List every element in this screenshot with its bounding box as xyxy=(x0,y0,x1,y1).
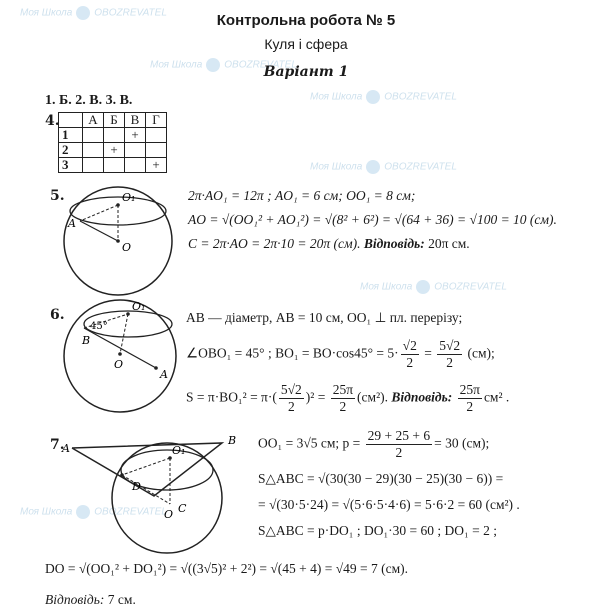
fraction xyxy=(331,382,355,415)
task-4-number: 4. xyxy=(45,113,60,129)
task6-line-1: AB — діаметр, AB = 10 см, OO₁ ⊥ пл. перерізу; xyxy=(186,310,463,325)
formula: ∠OBO₁ = 45° ; BO₁ = BO·cos45° = 5· xyxy=(186,345,399,361)
label-o: O xyxy=(122,241,132,254)
task6-line-2: ∠OBO₁ = 45° ; BO₁ = BO·cos45° = 5· $\frac{√2}{2}$ = $\frac{5√2}{2}$ (см); xyxy=(186,338,495,370)
numerator: 25π xyxy=(459,382,480,397)
task7-line-4: S△ABC = p·DO₁ ; DO₁·30 = 60 ; DO₁ = 2 ; xyxy=(258,523,497,538)
task5-line-1: 2π·AO₁ = 12π ; AO₁ = 6 см; OO₁ = 8 см; xyxy=(188,188,416,203)
table-header-cell: Б xyxy=(104,113,125,128)
denominator: 2 xyxy=(406,355,414,370)
numerator: 5√2 xyxy=(280,382,302,397)
label-o1: O₁ xyxy=(132,300,146,313)
denominator: 2 xyxy=(287,399,295,414)
table-cell xyxy=(146,143,167,158)
answer-value: 20π см. xyxy=(428,236,470,251)
label-angle: 45° xyxy=(90,321,108,332)
table-header-row xyxy=(59,113,167,128)
answer-table xyxy=(58,112,167,173)
label-a: A xyxy=(62,442,70,455)
label-a: A xyxy=(160,368,168,381)
sphere-diagram-task5 xyxy=(58,183,178,298)
sphere-triangle-diagram-task7 xyxy=(60,428,245,578)
fraction xyxy=(279,382,304,415)
watermark: Моя Школа OBOZREVATEL xyxy=(20,7,167,19)
numerator: 25π xyxy=(332,382,354,397)
table-header-cell: А xyxy=(83,113,104,128)
numerator: √2 xyxy=(402,338,417,353)
label-b: B xyxy=(82,334,91,347)
fraction xyxy=(458,382,482,415)
answer-value: 7 см. xyxy=(107,592,136,607)
numerator: 5√2 xyxy=(439,338,461,353)
answer-label: Відповідь: xyxy=(363,236,425,251)
table-cell xyxy=(104,128,125,143)
watermark: Моя Школа OBOZREVATEL xyxy=(150,59,297,71)
task-6-number: 6. xyxy=(50,307,65,323)
table-cell: 2 xyxy=(59,143,83,158)
table-row xyxy=(59,158,167,173)
table-cell xyxy=(83,128,104,143)
table-cell xyxy=(125,143,146,158)
label-b: B xyxy=(228,434,237,447)
task6-line-3 xyxy=(186,382,509,415)
answers-1-3: 1. Б. 2. В. 3. В. xyxy=(45,93,133,108)
table-cell: + xyxy=(104,143,125,158)
label-d: D xyxy=(132,480,141,493)
table-cell xyxy=(59,113,83,128)
table-cell xyxy=(83,143,104,158)
task7-line-1 xyxy=(258,428,489,461)
table-header-cell: Г xyxy=(146,113,167,128)
fraction xyxy=(437,338,462,371)
task-7-number: 7. xyxy=(50,437,65,453)
fraction xyxy=(401,338,419,371)
table-cell xyxy=(125,158,146,173)
label-c: C xyxy=(178,502,187,515)
denominator: 2 xyxy=(395,445,403,460)
unit: (см²). xyxy=(357,389,388,405)
answer-unit: см² . xyxy=(483,389,510,405)
page-subtitle: Куля і сфера xyxy=(264,36,348,52)
denominator: 2 xyxy=(466,399,474,414)
answer-label: Відповідь: xyxy=(391,389,453,405)
denominator: 2 xyxy=(446,355,454,370)
task7-line-2: S△ABC = √(30(30 − 29)(30 − 25)(30 − 6)) = xyxy=(258,471,504,486)
table-header-cell: В xyxy=(125,113,146,128)
table-cell xyxy=(104,158,125,173)
table-cell: 3 xyxy=(59,158,83,173)
variant-heading: Варіант 1 xyxy=(263,64,349,80)
formula: )² = xyxy=(305,389,326,405)
label-o: O xyxy=(164,508,174,521)
label-o1: O₁ xyxy=(122,191,136,204)
numerator: 29 + 25 + 6 xyxy=(367,428,431,443)
formula: S = π·BO₁² = π·( xyxy=(186,389,277,405)
label-a: A xyxy=(68,217,76,230)
page-title: Контрольна робота № 5 xyxy=(216,12,396,29)
table-cell xyxy=(83,158,104,173)
table-row xyxy=(59,128,167,143)
watermark: Моя Школа OBOZREVATEL xyxy=(20,506,167,518)
table-cell xyxy=(146,128,167,143)
unit: (см); xyxy=(467,345,495,361)
formula: OO₁ = 3√5 см; p = xyxy=(258,435,361,451)
label-o1: O₁ xyxy=(172,444,186,457)
task-5-number: 5. xyxy=(50,188,65,204)
formula: = 30 (см); xyxy=(434,435,490,451)
watermark: Моя Школа OBOZREVATEL xyxy=(310,91,457,103)
table-cell: 1 xyxy=(59,128,83,143)
watermark: Моя Школа OBOZREVATEL xyxy=(310,161,457,173)
sphere-diagram-task6 xyxy=(60,296,185,414)
watermark: Моя Школа OBOZREVATEL xyxy=(360,281,507,293)
answer-label: Відповідь: xyxy=(45,592,105,607)
task7-line-5: DO = √(OO₁² + DO₁²) = √((3√5)² + 2²) = √(45 + 4) = √49 = 7 (см). xyxy=(45,561,409,576)
task5-line-2: AO = √(OO₁² + AO₁²) = √(8² + 6²) = √(64 + 36) = √100 = 10 (см). xyxy=(188,212,557,227)
task7-answer xyxy=(45,592,136,608)
task7-line-3: = √(30·5·24) = √(5·6·5·4·6) = 5·6·2 = 60 (см²) . xyxy=(258,497,520,512)
formula: C = 2π·AO = 2π·10 = 20π (см). xyxy=(188,236,361,251)
table-cell: + xyxy=(146,158,167,173)
fraction xyxy=(366,428,432,461)
denominator: 2 xyxy=(339,399,347,414)
task5-line-3 xyxy=(188,236,470,252)
label-o: O xyxy=(114,358,124,371)
table-cell: + xyxy=(125,128,146,143)
table-row xyxy=(59,143,167,158)
